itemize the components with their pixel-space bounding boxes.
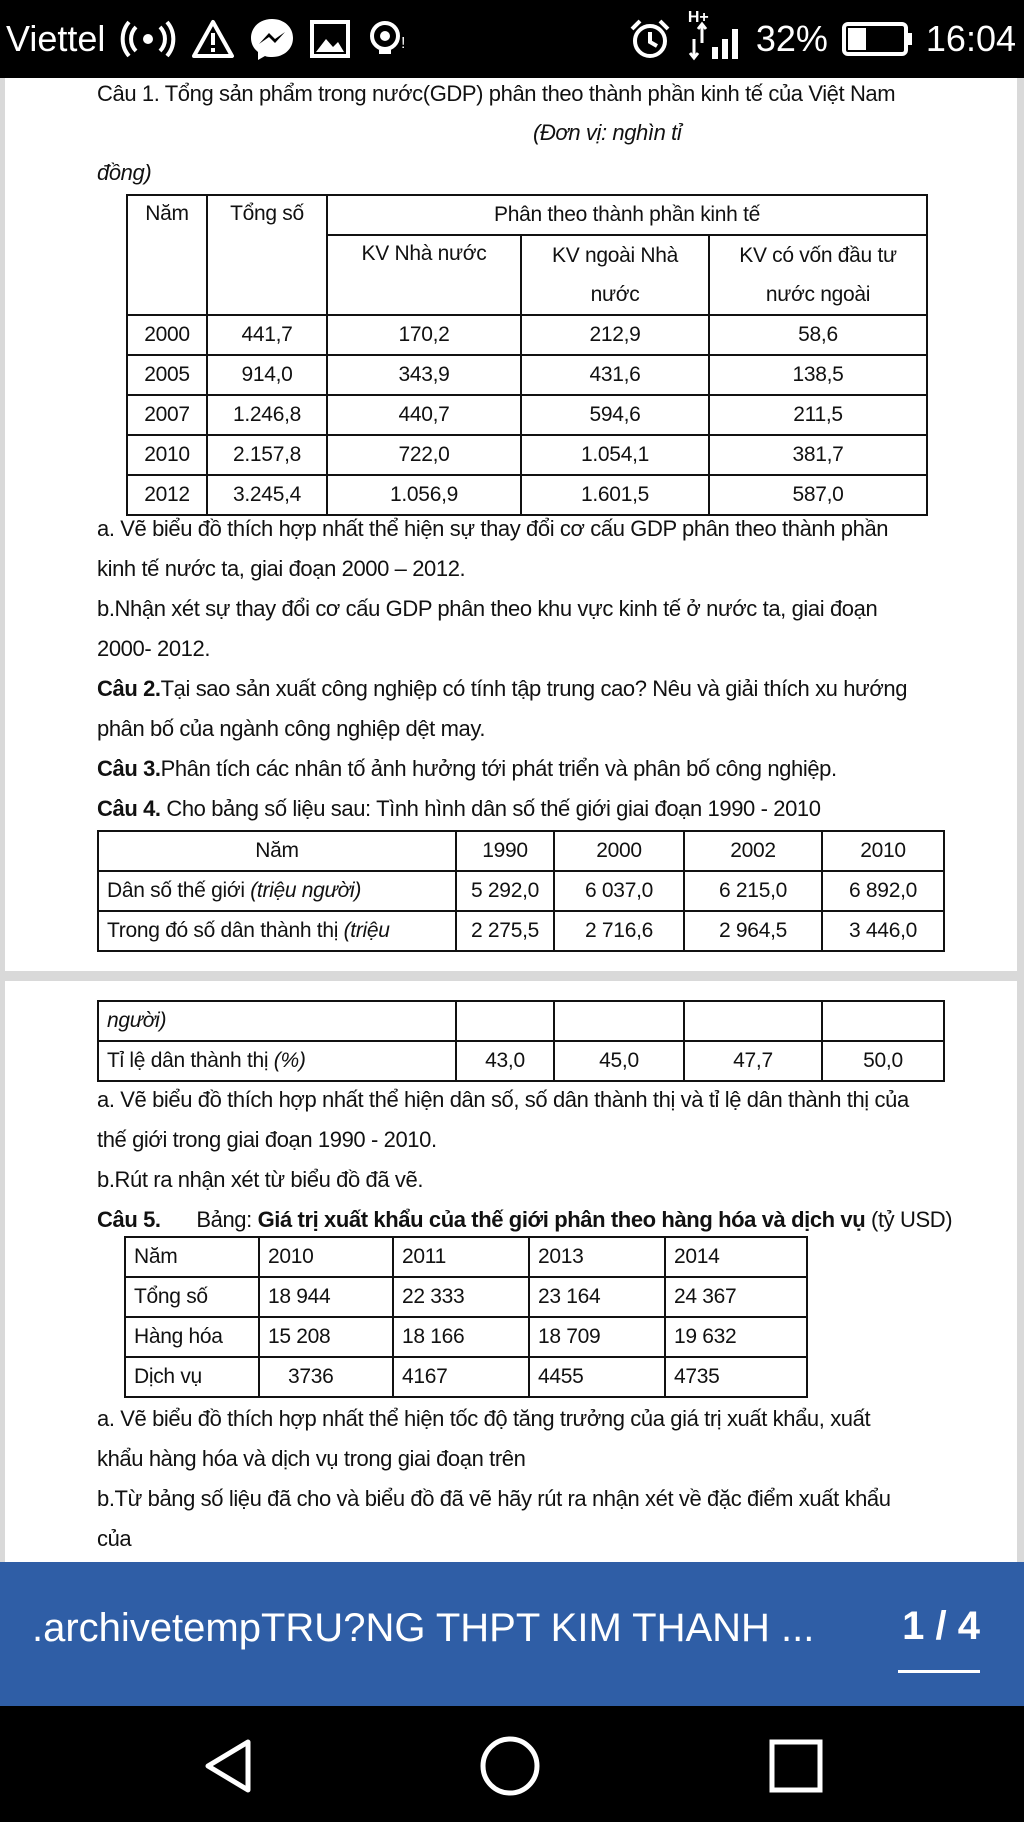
table-cell: Dịch vụ (125, 1357, 259, 1397)
table-cell: Năm (125, 1237, 259, 1277)
page-indicator[interactable]: 1 / 4 (902, 1604, 980, 1648)
table-cell: 343,9 (327, 355, 521, 395)
table-cell: 587,0 (709, 475, 927, 515)
table-cell: 381,7 (709, 435, 927, 475)
table-cell: 2010 (127, 435, 207, 475)
table-cell (822, 1001, 944, 1041)
table-row (98, 1041, 944, 1081)
row-label-unit: (%) (273, 1049, 306, 1072)
q3-text: Phân tích các nhân tố ảnh hưởng tới phát triển và phân bố công nghiệp. (160, 756, 837, 781)
table-cell: 18 709 (529, 1317, 665, 1357)
q4-paragraph (97, 796, 821, 822)
table-cell: 2 964,5 (684, 911, 822, 951)
table-cell: 2014 (665, 1237, 807, 1277)
table-row (98, 911, 944, 951)
table-header-cell: 2010 (822, 831, 944, 871)
table-header-cell: Năm (127, 195, 207, 315)
signal-icon (686, 9, 746, 61)
document-page-1 (5, 78, 1017, 971)
document-viewer[interactable] (0, 78, 1024, 1562)
table-row (125, 1317, 807, 1357)
table-header-cell: 1990 (456, 831, 554, 871)
row-label-unit: (triệu (343, 919, 390, 942)
population-table (97, 830, 945, 952)
table-cell (554, 1001, 684, 1041)
table-cell: 18 166 (393, 1317, 529, 1357)
q1-unit: (Đơn vị: nghìn tỉ (533, 120, 682, 145)
q1-part-b-cont: 2000- 2012. (97, 636, 211, 661)
table-row (98, 871, 944, 911)
q4-part-b: b.Rút ra nhận xét từ biểu đồ đã vẽ. (97, 1167, 424, 1192)
table-cell: 2005 (127, 355, 207, 395)
table-header-cell: Phân theo thành phần kinh tế (327, 195, 927, 235)
table-cell: 914,0 (207, 355, 327, 395)
table-cell: 211,5 (709, 395, 927, 435)
table-cell: 2010 (259, 1237, 393, 1277)
status-bar (0, 0, 1024, 78)
document-page-2 (5, 981, 1017, 1562)
row-label (98, 1041, 456, 1081)
table-header-cell: KV ngoài Nhà (521, 235, 709, 275)
table-cell: 19 632 (665, 1317, 807, 1357)
table-cell: 138,5 (709, 355, 927, 395)
export-table (124, 1236, 808, 1398)
q1-part-b: b.Nhận xét sự thay đổi cơ cấu GDP phân theo khu vực kinh tế ở nước ta, giai đoạn (97, 596, 878, 621)
row-label-unit: (triệu người) (250, 879, 362, 902)
table-cell: 170,2 (327, 315, 521, 355)
table-cell: 2012 (127, 475, 207, 515)
table-cell: 3 446,0 (822, 911, 944, 951)
table-header-cell: nước (521, 275, 709, 315)
table-cell: 2013 (529, 1237, 665, 1277)
table-row (127, 395, 927, 435)
table-cell (684, 1001, 822, 1041)
table-header-cell: KV Nhà nước (327, 235, 521, 315)
table-cell: 4735 (665, 1357, 807, 1397)
table-row (127, 315, 927, 355)
row-label-text: Dân số thế giới (107, 879, 251, 902)
table-cell: 2.157,8 (207, 435, 327, 475)
table-cell: 6 892,0 (822, 871, 944, 911)
navigation-bar (0, 1706, 1024, 1822)
q2-paragraph (97, 676, 907, 702)
battery-icon (842, 21, 914, 57)
table-header-cell: KV có vốn đầu tư (709, 235, 927, 275)
table-header-cell: Tổng số (207, 195, 327, 315)
q5-paragraph (97, 1207, 952, 1233)
table-cell: 4455 (529, 1357, 665, 1397)
document-title-bar (0, 1562, 1024, 1706)
home-icon (478, 1734, 542, 1798)
table-cell: 2011 (393, 1237, 529, 1277)
q5-part-b: b.Từ bảng số liệu đã cho và biểu đồ đã vẽ hãy rút ra nhận xét về đặc điểm xuất khẩu (97, 1486, 891, 1511)
home-button[interactable] (478, 1734, 542, 1798)
table-row (125, 1277, 807, 1317)
document-title[interactable]: .archivetempTRU?NG THPT KIM THANH ... (32, 1606, 815, 1650)
q3-label: Câu 3. (97, 756, 161, 781)
table-header-cell: 2000 (554, 831, 684, 871)
back-icon (200, 1736, 256, 1796)
q4-part-a: a. Vẽ biểu đồ thích hợp nhất thể hiện dân số, số dân thành thị và tỉ lệ dân thành thị của (97, 1087, 909, 1112)
svg-text:!: ! (401, 35, 406, 52)
q2-text-cont: phân bố của ngành công nghiệp dệt may. (97, 716, 486, 741)
table-row (125, 1237, 807, 1277)
table-cell: Hàng hóa (125, 1317, 259, 1357)
table-row (125, 1357, 807, 1397)
table-header-cell: nước ngoài (709, 275, 927, 315)
q5-prefix: Bảng: (196, 1207, 258, 1232)
location-icon (365, 18, 411, 60)
q5-title: Giá trị xuất khẩu của thế giới phân theo hàng hóa và dịch vụ (257, 1207, 866, 1232)
table-cell: 2 275,5 (456, 911, 554, 951)
table-cell: 43,0 (456, 1041, 554, 1081)
network-type: H+ (687, 9, 709, 26)
row-label-text: Tỉ lệ dân thành thị (107, 1049, 274, 1072)
recents-icon (766, 1736, 826, 1796)
table-row (127, 355, 927, 395)
table-cell: 6 215,0 (684, 871, 822, 911)
messenger-icon (249, 17, 295, 61)
row-label (98, 871, 456, 911)
table-cell: 2007 (127, 395, 207, 435)
table-cell: 2 716,6 (554, 911, 684, 951)
clock: 16:04 (925, 18, 1016, 59)
carrier-name: Viettel (6, 18, 106, 59)
table-cell: 5 292,0 (456, 871, 554, 911)
table-cell: 47,7 (684, 1041, 822, 1081)
table-cell: 22 333 (393, 1277, 529, 1317)
table-header-cell: 2002 (684, 831, 822, 871)
q4-label: Câu 4. (97, 796, 161, 821)
table-cell: 441,7 (207, 315, 327, 355)
q3-paragraph (97, 756, 837, 782)
image-icon (309, 19, 351, 59)
table-cell: 1.601,5 (521, 475, 709, 515)
table-cell: 50,0 (822, 1041, 944, 1081)
page-indicator-underline (898, 1670, 980, 1673)
q1-unit-cont: đồng) (97, 160, 152, 185)
battery-percent: 32% (755, 18, 828, 59)
back-button[interactable] (196, 1734, 260, 1798)
table-cell: 2000 (127, 315, 207, 355)
table-row (98, 831, 944, 871)
q2-label: Câu 2. (97, 676, 161, 701)
population-table-cont (97, 1000, 945, 1082)
q1-part-a: a. Vẽ biểu đồ thích hợp nhất thể hiện sự thay đổi cơ cấu GDP phân theo thành phần (97, 516, 889, 541)
row-label-unit-cont: người) (98, 1001, 456, 1041)
q5-label: Câu 5. (97, 1207, 161, 1232)
table-cell: 1.246,8 (207, 395, 327, 435)
table-row (127, 475, 927, 515)
table-row (127, 435, 927, 475)
table-cell: 431,6 (521, 355, 709, 395)
table-cell: 23 164 (529, 1277, 665, 1317)
q1-heading: Câu 1. Tổng sản phẩm trong nước(GDP) phân theo thành phần kinh tế của Việt Nam (97, 81, 896, 106)
q5-unit: (tỷ USD) (865, 1207, 953, 1232)
q1-part-a-cont: kinh tế nước ta, giai đoạn 2000 – 2012. (97, 556, 466, 581)
table-cell: 15 208 (259, 1317, 393, 1357)
q5-part-a-cont: khẩu hàng hóa và dịch vụ trong giai đoạn trên (97, 1446, 526, 1471)
table-cell: 440,7 (327, 395, 521, 435)
table-cell: 1.054,1 (521, 435, 709, 475)
table-cell: 18 944 (259, 1277, 393, 1317)
table-cell: Tổng số (125, 1277, 259, 1317)
table-cell: 1.056,9 (327, 475, 521, 515)
table-cell: 722,0 (327, 435, 521, 475)
recents-button[interactable] (764, 1734, 828, 1798)
table-cell: 58,6 (709, 315, 927, 355)
table-cell: 3736 (259, 1357, 393, 1397)
table-cell: 24 367 (665, 1277, 807, 1317)
table-cell: 45,0 (554, 1041, 684, 1081)
q4-text: Cho bảng số liệu sau: Tình hình dân số thế giới giai đoạn 1990 - 2010 (160, 796, 821, 821)
q5-part-a: a. Vẽ biểu đồ thích hợp nhất thể hiện tốc độ tăng trưởng của giá trị xuất khẩu, xuất (97, 1406, 871, 1431)
table-cell: 3.245,4 (207, 475, 327, 515)
table-row (98, 1001, 944, 1041)
warning-icon (191, 19, 235, 59)
q2-text: Tại sao sản xuất công nghiệp có tính tập trung cao? Nêu và giải thích xu hướng (160, 676, 908, 701)
hotspot-icon (119, 19, 177, 59)
table-cell: 594,6 (521, 395, 709, 435)
table-header-cell: Năm (98, 831, 456, 871)
row-label-text: Trong đó số dân thành thị (107, 919, 344, 942)
alarm-icon (628, 17, 672, 61)
table-cell: 4167 (393, 1357, 529, 1397)
table-cell: 212,9 (521, 315, 709, 355)
gdp-table (126, 194, 928, 516)
q4-part-a-cont: thế giới trong giai đoạn 1990 - 2010. (97, 1127, 437, 1152)
table-cell: 6 037,0 (554, 871, 684, 911)
table-cell (456, 1001, 554, 1041)
q5-part-b-cont: của (97, 1526, 132, 1551)
row-label (98, 911, 456, 951)
